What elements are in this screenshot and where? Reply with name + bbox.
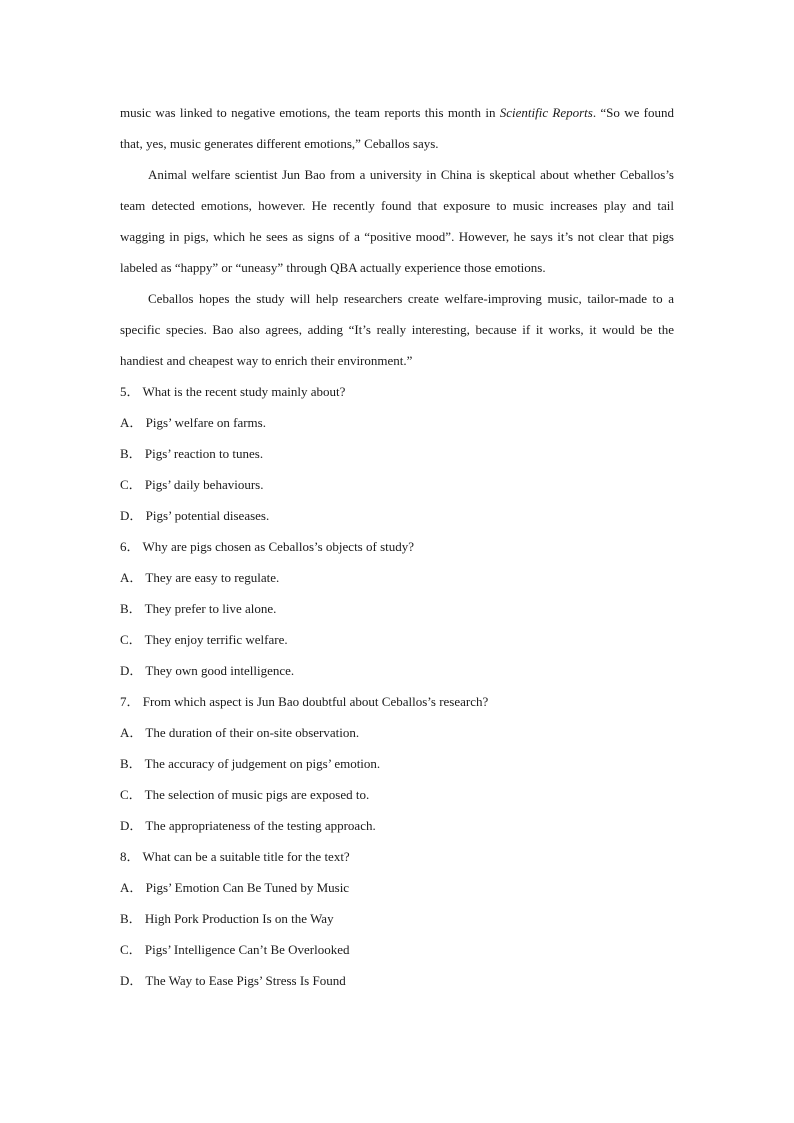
option-c: C． Pigs’ Intelligence Can’t Be Overlooked xyxy=(120,942,350,957)
passage-paragraph-2: Animal welfare scientist Jun Bao from a university in China is skeptical about whether Ceballos’s team detected emotions, however. He recently found that exposure to music increases play and tail wagging in pigs, which he sees as signs of a “positive mood”. However, he says it’s not clear that pigs labeled as “happy” or “uneasy” through QBA actually experience those emotions. xyxy=(120,167,674,275)
question-stem: 6． Why are pigs chosen as Ceballos’s objects of study? xyxy=(120,539,415,554)
option-d: D． They own good intelligence. xyxy=(120,663,295,678)
option-b: B． The accuracy of judgement on pigs’ emotion. xyxy=(120,756,381,771)
option-d: D． The Way to Ease Pigs’ Stress Is Found xyxy=(120,973,346,988)
question-5 xyxy=(120,376,674,531)
option-a: A． Pigs’ Emotion Can Be Tuned by Music xyxy=(120,880,350,895)
passage-paragraph-1 xyxy=(120,97,674,159)
question-stem: 7． From which aspect is Jun Bao doubtful about Ceballos’s research? xyxy=(120,694,489,709)
option-d: D． Pigs’ potential diseases. xyxy=(120,508,270,523)
option-a: A． Pigs’ welfare on farms. xyxy=(120,415,266,430)
option-b: B． Pigs’ reaction to tunes. xyxy=(120,446,264,461)
passage-paragraph-3: Ceballos hopes the study will help researchers create welfare-improving music, tailor-made to a specific species. Bao also agrees, adding “It’s really interesting, because if it works, it would be the handiest and cheapest way to enrich their environment.” xyxy=(120,291,674,368)
option-d: D． The appropriateness of the testing approach. xyxy=(120,818,376,833)
option-a: A． They are easy to regulate. xyxy=(120,570,280,585)
option-a: A． The duration of their on-site observation. xyxy=(120,725,360,740)
question-7 xyxy=(120,686,674,841)
option-c: C． Pigs’ daily behaviours. xyxy=(120,477,264,492)
journal-name: Scientific Reports xyxy=(499,105,593,120)
option-b: B． High Pork Production Is on the Way xyxy=(120,911,334,926)
option-c: C． The selection of music pigs are exposed to. xyxy=(120,787,370,802)
passage-paragraph-1-rest: . “So we found that, yes, music generates different emotions,” Ceballos says. xyxy=(120,105,674,151)
question-8 xyxy=(120,841,674,996)
document-page xyxy=(120,97,674,996)
question-stem: 5． What is the recent study mainly about? xyxy=(120,384,346,399)
option-c: C． They enjoy terrific welfare. xyxy=(120,632,288,647)
option-b: B． They prefer to live alone. xyxy=(120,601,277,616)
question-stem: 8． What can be a suitable title for the text? xyxy=(120,849,350,864)
question-6 xyxy=(120,531,674,686)
passage-paragraph-1-text: music was linked to negative emotions, the team reports this month in xyxy=(120,105,500,120)
